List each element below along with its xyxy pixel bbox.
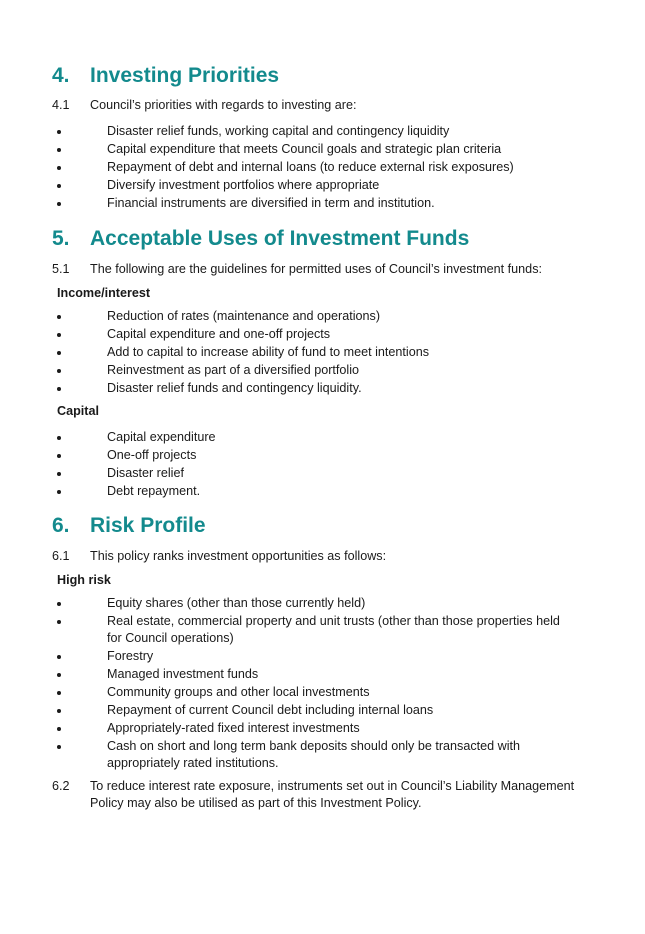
- list-item: Disaster relief: [0, 465, 600, 482]
- list-item: Managed investment funds: [0, 666, 600, 683]
- list-item: Repayment of debt and internal loans (to reduce external risk exposures): [0, 159, 600, 176]
- bullet-icon: [57, 436, 61, 440]
- list-item: Add to capital to increase ability of fund to meet intentions: [0, 344, 600, 361]
- bullet-icon: [57, 454, 61, 458]
- bullet-icon: [57, 727, 61, 731]
- list-item: Capital expenditure that meets Council goals and strategic plan criteria: [0, 141, 600, 158]
- list-item: Real estate, commercial property and unit trusts (other than those properties held for Council operations): [0, 613, 600, 647]
- list-item: Equity shares (other than those currently held): [0, 595, 600, 612]
- bullet-list-income-interest: [0, 308, 600, 398]
- bullet-icon: [57, 602, 61, 606]
- bullet-icon: [57, 655, 61, 659]
- list-item: Cash on short and long term bank deposits should only be transacted with appropriately rated institutions.: [0, 738, 600, 772]
- bullet-icon: [57, 184, 61, 188]
- bullet-icon: [57, 745, 61, 749]
- section-heading-4: [52, 64, 279, 88]
- paragraph-number: 4.1: [52, 98, 70, 112]
- section-number: 4.: [52, 64, 70, 87]
- section-number: 5.: [52, 227, 70, 250]
- list-item: Disaster relief funds and contingency liquidity.: [0, 380, 600, 397]
- section-title: Acceptable Uses of Investment Funds: [90, 227, 470, 250]
- subheading-capital: Capital: [57, 404, 99, 418]
- paragraph-number: 5.1: [52, 262, 70, 276]
- list-item: Appropriately-rated fixed interest investments: [0, 720, 600, 737]
- paragraph-5-1: [52, 261, 597, 278]
- bullet-list-investing-priorities: [0, 123, 600, 213]
- section-number: 6.: [52, 514, 70, 537]
- paragraph-number: 6.1: [52, 549, 70, 563]
- bullet-icon: [57, 490, 61, 494]
- subheading-high-risk: High risk: [57, 573, 111, 587]
- list-item: Reinvestment as part of a diversified portfolio: [0, 362, 600, 379]
- bullet-icon: [57, 673, 61, 677]
- list-item: Financial instruments are diversified in term and institution.: [0, 195, 600, 212]
- paragraph-text: The following are the guidelines for permitted uses of Council’s investment funds:: [90, 262, 542, 276]
- bullet-icon: [57, 387, 61, 391]
- list-item: Debt repayment.: [0, 483, 600, 500]
- section-title: Investing Priorities: [90, 64, 280, 87]
- list-item: Reduction of rates (maintenance and operations): [0, 308, 600, 325]
- list-item: Capital expenditure and one-off projects: [0, 326, 600, 343]
- bullet-icon: [57, 369, 61, 373]
- bullet-icon: [57, 333, 61, 337]
- bullet-icon: [57, 148, 61, 152]
- section-heading-5: [52, 227, 469, 251]
- list-item: Community groups and other local investments: [0, 684, 600, 701]
- paragraph-number: 6.2: [52, 779, 70, 793]
- paragraph-text: Council’s priorities with regards to investing are:: [90, 98, 357, 112]
- bullet-icon: [57, 202, 61, 206]
- section-heading-6: [52, 514, 206, 538]
- bullet-icon: [57, 351, 61, 355]
- list-item: Forestry: [0, 648, 600, 665]
- list-item: Repayment of current Council debt including internal loans: [0, 702, 600, 719]
- subheading-income-interest: Income/interest: [57, 286, 151, 300]
- bullet-icon: [57, 130, 61, 134]
- bullet-icon: [57, 709, 61, 713]
- list-item: Capital expenditure: [0, 429, 600, 446]
- section-title: Risk Profile: [90, 514, 206, 537]
- bullet-icon: [57, 620, 61, 624]
- bullet-icon: [57, 472, 61, 476]
- bullet-icon: [57, 315, 61, 319]
- bullet-list-high-risk: [0, 595, 600, 773]
- paragraph-6-2: [52, 778, 597, 812]
- list-item: Disaster relief funds, working capital and contingency liquidity: [0, 123, 600, 140]
- paragraph-text: This policy ranks investment opportunities as follows:: [90, 549, 387, 563]
- bullet-list-capital: [0, 429, 600, 501]
- paragraph-text: To reduce interest rate exposure, instruments set out in Council’s Liability Management Policy may also be utilised as part of this Investment Policy.: [90, 779, 575, 810]
- paragraph-4-1: [52, 97, 597, 114]
- list-item: Diversify investment portfolios where appropriate: [0, 177, 600, 194]
- bullet-icon: [57, 166, 61, 170]
- list-item: One-off projects: [0, 447, 600, 464]
- bullet-icon: [57, 691, 61, 695]
- paragraph-6-1: [52, 548, 597, 565]
